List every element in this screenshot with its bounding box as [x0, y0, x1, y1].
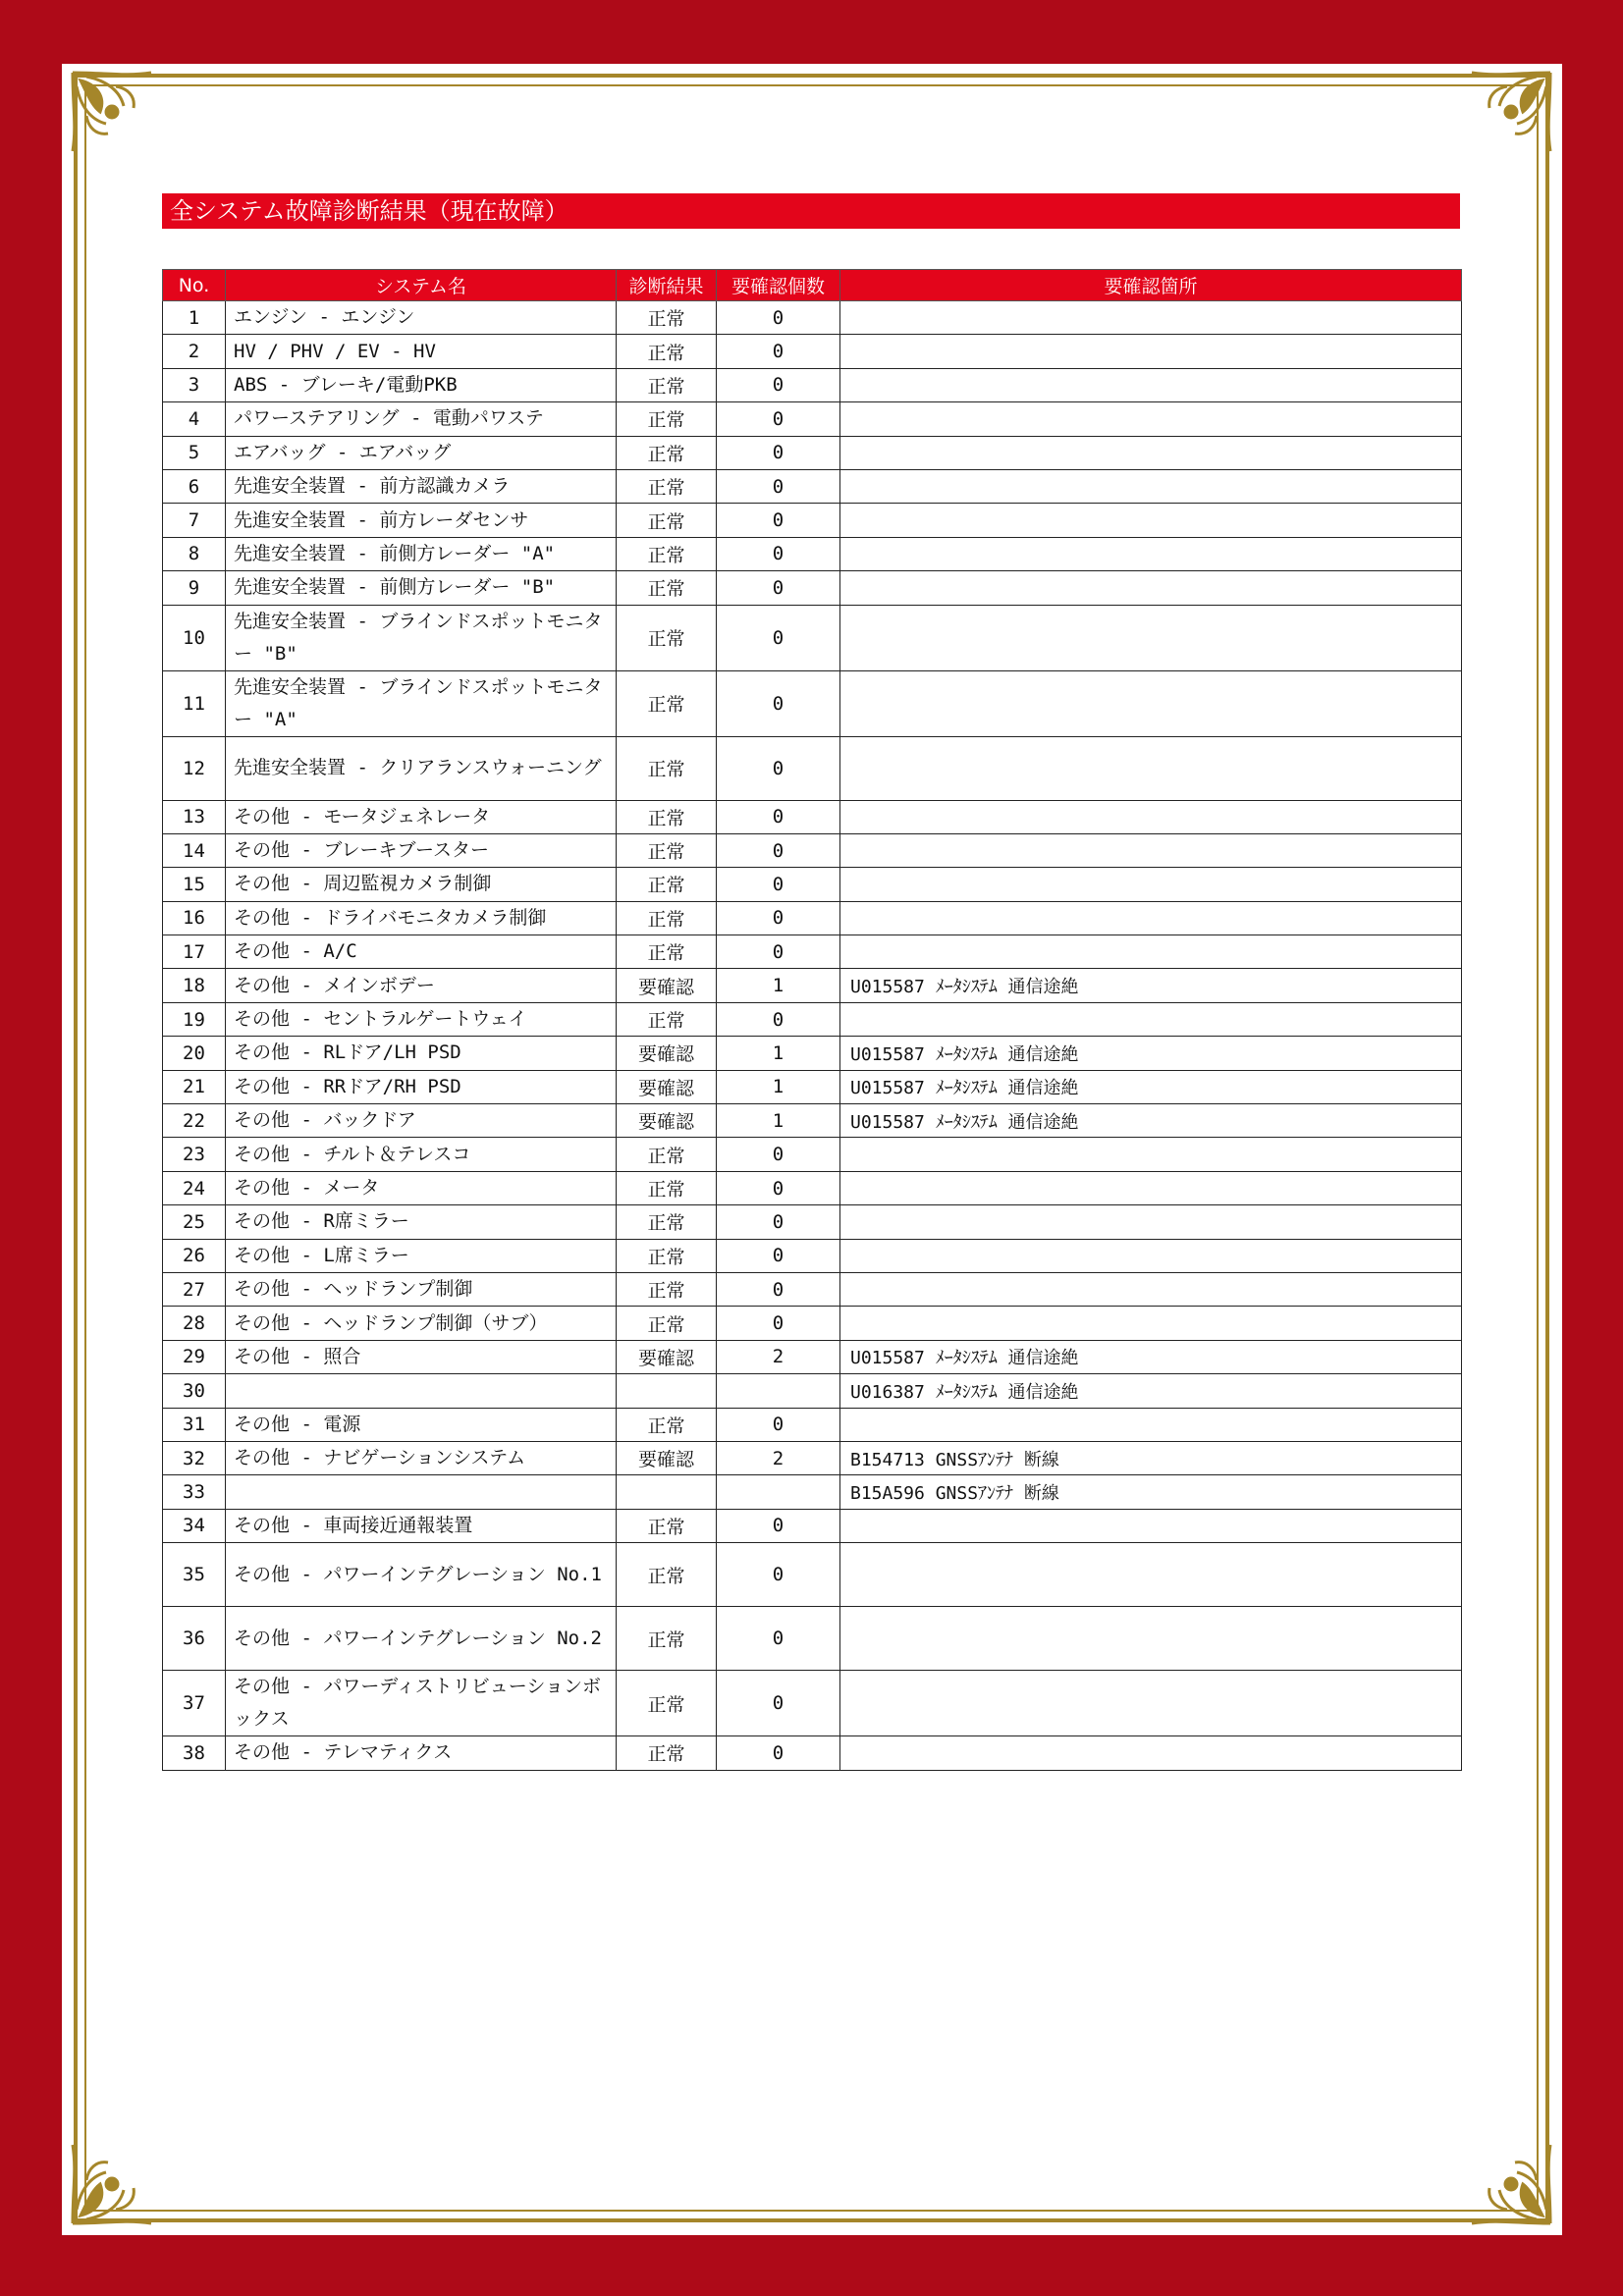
- table-row: [163, 670, 1462, 736]
- cell-no: 18: [163, 969, 226, 1002]
- cell-count: 0: [717, 1205, 840, 1239]
- cell-count: 0: [717, 1509, 840, 1542]
- cell-system: その他 - 車両接近通報装置: [226, 1509, 617, 1542]
- table-row: [163, 1509, 1462, 1542]
- cell-system: エンジン - エンジン: [226, 301, 617, 335]
- cell-no: 33: [163, 1475, 226, 1509]
- cell-system: その他 - ナビゲーションシステム: [226, 1441, 617, 1474]
- cell-location: [840, 1607, 1462, 1671]
- cell-count: 0: [717, 1171, 840, 1204]
- cell-count: 0: [717, 1736, 840, 1770]
- cell-no: 13: [163, 800, 226, 833]
- cell-system: 先進安全装置 - 前方認識カメラ: [226, 469, 617, 503]
- cell-location: [840, 800, 1462, 833]
- table-row: [163, 504, 1462, 537]
- cell-system: その他 - R席ミラー: [226, 1205, 617, 1239]
- cell-location: [840, 1272, 1462, 1306]
- cell-location: [840, 1671, 1462, 1736]
- cell-result: 正常: [617, 868, 717, 901]
- cell-result: 正常: [617, 1138, 717, 1171]
- cell-no: 24: [163, 1171, 226, 1204]
- cell-system: その他 - パワーインテグレーション No.2: [226, 1607, 617, 1671]
- table-row: [163, 605, 1462, 670]
- cell-result: 正常: [617, 1607, 717, 1671]
- cell-count: 0: [717, 1671, 840, 1736]
- cell-location: [840, 1138, 1462, 1171]
- cell-count: 0: [717, 504, 840, 537]
- cell-system: その他 - パワーディストリビューションボックス: [226, 1671, 617, 1736]
- cell-count: 0: [717, 335, 840, 368]
- cell-location: U015587 ﾒｰﾀｼｽﾃﾑ 通信途絶: [840, 1340, 1462, 1373]
- cell-no: 9: [163, 571, 226, 605]
- cell-count: 0: [717, 1307, 840, 1340]
- cell-no: 36: [163, 1607, 226, 1671]
- cell-location: [840, 537, 1462, 570]
- cell-result: 正常: [617, 1307, 717, 1340]
- corner-ornament-icon: [67, 67, 157, 157]
- cell-count: 0: [717, 1272, 840, 1306]
- cell-system: その他 - ドライバモニタカメラ制御: [226, 901, 617, 934]
- table-row: [163, 1408, 1462, 1441]
- table-row: [163, 969, 1462, 1002]
- cell-no: 8: [163, 537, 226, 570]
- cell-location: [840, 1408, 1462, 1441]
- cell-count: 2: [717, 1340, 840, 1373]
- table-body: [163, 301, 1462, 1771]
- cell-location: [840, 301, 1462, 335]
- cell-no: 30: [163, 1374, 226, 1408]
- cell-result: 正常: [617, 1736, 717, 1770]
- table-row: [163, 335, 1462, 368]
- cell-result: 正常: [617, 1239, 717, 1272]
- cell-result: 正常: [617, 1272, 717, 1306]
- cell-system: その他 - 照合: [226, 1340, 617, 1373]
- cell-location: U015587 ﾒｰﾀｼｽﾃﾑ 通信途絶: [840, 1104, 1462, 1138]
- table-row: [163, 935, 1462, 969]
- cell-system: ABS - ブレーキ/電動PKB: [226, 368, 617, 401]
- page-title: 全システム故障診断結果（現在故障）: [162, 193, 1460, 229]
- table-row: [163, 833, 1462, 867]
- cell-location: [840, 504, 1462, 537]
- cell-count: 0: [717, 1543, 840, 1607]
- cell-system: [226, 1374, 617, 1408]
- table-row: [163, 1171, 1462, 1204]
- cell-no: 2: [163, 335, 226, 368]
- cell-system: パワーステアリング - 電動パワステ: [226, 402, 617, 436]
- cell-no: 14: [163, 833, 226, 867]
- cell-location: U016387 ﾒｰﾀｼｽﾃﾑ 通信途絶: [840, 1374, 1462, 1408]
- cell-system: 先進安全装置 - ブラインドスポットモニター "A": [226, 670, 617, 736]
- header-no: No.: [163, 270, 226, 301]
- cell-system: [226, 1475, 617, 1509]
- corner-ornament-icon: [1466, 67, 1556, 157]
- cell-no: 32: [163, 1441, 226, 1474]
- cell-no: 11: [163, 670, 226, 736]
- cell-location: U015587 ﾒｰﾀｼｽﾃﾑ 通信途絶: [840, 1037, 1462, 1070]
- table-row: [163, 868, 1462, 901]
- cell-count: 0: [717, 402, 840, 436]
- cell-no: 17: [163, 935, 226, 969]
- cell-count: 0: [717, 833, 840, 867]
- cell-count: 0: [717, 605, 840, 670]
- cell-count: 0: [717, 1607, 840, 1671]
- cell-count: 0: [717, 901, 840, 934]
- table-row: [163, 1239, 1462, 1272]
- table-row: [163, 1441, 1462, 1474]
- cell-system: その他 - メータ: [226, 1171, 617, 1204]
- cell-no: 5: [163, 436, 226, 469]
- table-row: [163, 736, 1462, 800]
- cell-result: 正常: [617, 402, 717, 436]
- cell-count: 0: [717, 670, 840, 736]
- cell-system: その他 - RRドア/RH PSD: [226, 1070, 617, 1103]
- cell-system: その他 - ブレーキブースター: [226, 833, 617, 867]
- cell-system: その他 - パワーインテグレーション No.1: [226, 1543, 617, 1607]
- cell-result: 要確認: [617, 969, 717, 1002]
- cell-count: 0: [717, 1408, 840, 1441]
- cell-system: その他 - メインボデー: [226, 969, 617, 1002]
- cell-count: 0: [717, 436, 840, 469]
- cell-result: 正常: [617, 1543, 717, 1607]
- cell-result: 正常: [617, 504, 717, 537]
- cell-count: 1: [717, 1037, 840, 1070]
- cell-location: [840, 1307, 1462, 1340]
- cell-no: 21: [163, 1070, 226, 1103]
- cell-location: [840, 368, 1462, 401]
- table-row: [163, 301, 1462, 335]
- table-row: [163, 1037, 1462, 1070]
- cell-result: 正常: [617, 1002, 717, 1036]
- cell-count: 0: [717, 800, 840, 833]
- cell-location: [840, 436, 1462, 469]
- table-row: [163, 1671, 1462, 1736]
- cell-location: U015587 ﾒｰﾀｼｽﾃﾑ 通信途絶: [840, 969, 1462, 1002]
- cell-no: 37: [163, 1671, 226, 1736]
- cell-no: 29: [163, 1340, 226, 1373]
- cell-location: [840, 833, 1462, 867]
- cell-result: 正常: [617, 1205, 717, 1239]
- cell-result: [617, 1374, 717, 1408]
- cell-no: 20: [163, 1037, 226, 1070]
- cell-count: 1: [717, 1070, 840, 1103]
- cell-no: 7: [163, 504, 226, 537]
- cell-count: 0: [717, 1138, 840, 1171]
- table-row: [163, 469, 1462, 503]
- cell-location: [840, 1171, 1462, 1204]
- cell-count: [717, 1475, 840, 1509]
- table-row: [163, 1374, 1462, 1408]
- cell-no: 28: [163, 1307, 226, 1340]
- cell-no: 10: [163, 605, 226, 670]
- cell-count: 0: [717, 301, 840, 335]
- cell-system: その他 - 周辺監視カメラ制御: [226, 868, 617, 901]
- table-row: [163, 1307, 1462, 1340]
- cell-system: 先進安全装置 - ブラインドスポットモニター "B": [226, 605, 617, 670]
- cell-no: 22: [163, 1104, 226, 1138]
- cell-count: 0: [717, 368, 840, 401]
- cell-system: その他 - ヘッドランプ制御（サブ）: [226, 1307, 617, 1340]
- cell-count: 0: [717, 1002, 840, 1036]
- cell-system: その他 - 電源: [226, 1408, 617, 1441]
- cell-no: 26: [163, 1239, 226, 1272]
- table-row: [163, 1104, 1462, 1138]
- cell-no: 12: [163, 736, 226, 800]
- cell-location: [840, 1002, 1462, 1036]
- corner-ornament-icon: [1466, 2139, 1556, 2229]
- table-row: [163, 537, 1462, 570]
- cell-no: 31: [163, 1408, 226, 1441]
- cell-location: [840, 901, 1462, 934]
- cell-no: 4: [163, 402, 226, 436]
- cell-system: エアバッグ - エアバッグ: [226, 436, 617, 469]
- cell-count: 0: [717, 469, 840, 503]
- cell-system: その他 - A/C: [226, 935, 617, 969]
- cell-location: [840, 1543, 1462, 1607]
- table-row: [163, 368, 1462, 401]
- cell-location: B154713 GNSSｱﾝﾃﾅ 断線: [840, 1441, 1462, 1474]
- cell-result: 要確認: [617, 1104, 717, 1138]
- cell-system: その他 - L席ミラー: [226, 1239, 617, 1272]
- cell-result: 要確認: [617, 1037, 717, 1070]
- cell-system: 先進安全装置 - クリアランスウォーニング: [226, 736, 617, 800]
- table-row: [163, 436, 1462, 469]
- diagnosis-table: [162, 269, 1462, 1771]
- cell-result: 要確認: [617, 1070, 717, 1103]
- table-header-row: [163, 270, 1462, 301]
- cell-no: 3: [163, 368, 226, 401]
- table-row: [163, 1543, 1462, 1607]
- cell-no: 38: [163, 1736, 226, 1770]
- cell-no: 35: [163, 1543, 226, 1607]
- table-row: [163, 1340, 1462, 1373]
- cell-count: [717, 1374, 840, 1408]
- cell-location: B15A596 GNSSｱﾝﾃﾅ 断線: [840, 1475, 1462, 1509]
- table-row: [163, 800, 1462, 833]
- cell-result: 正常: [617, 935, 717, 969]
- cell-count: 0: [717, 537, 840, 570]
- cell-system: 先進安全装置 - 前側方レーダー "A": [226, 537, 617, 570]
- table-row: [163, 1272, 1462, 1306]
- cell-result: 正常: [617, 605, 717, 670]
- cell-no: 15: [163, 868, 226, 901]
- cell-result: 要確認: [617, 1441, 717, 1474]
- header-count: 要確認個数: [717, 270, 840, 301]
- cell-count: 0: [717, 868, 840, 901]
- cell-count: 0: [717, 1239, 840, 1272]
- table-row: [163, 571, 1462, 605]
- corner-ornament-icon: [67, 2139, 157, 2229]
- cell-location: [840, 1239, 1462, 1272]
- cell-system: その他 - バックドア: [226, 1104, 617, 1138]
- header-location: 要確認箇所: [840, 270, 1462, 301]
- cell-location: [840, 469, 1462, 503]
- cell-result: 正常: [617, 571, 717, 605]
- cell-result: 正常: [617, 436, 717, 469]
- cell-system: 先進安全装置 - 前側方レーダー "B": [226, 571, 617, 605]
- cell-no: 23: [163, 1138, 226, 1171]
- table-row: [163, 1736, 1462, 1770]
- cell-system: その他 - モータジェネレータ: [226, 800, 617, 833]
- table-row: [163, 1002, 1462, 1036]
- cell-count: 2: [717, 1441, 840, 1474]
- cell-result: 正常: [617, 1509, 717, 1542]
- cell-location: [840, 1736, 1462, 1770]
- cell-result: 正常: [617, 833, 717, 867]
- cell-result: 正常: [617, 736, 717, 800]
- cell-count: 1: [717, 969, 840, 1002]
- cell-system: その他 - セントラルゲートウェイ: [226, 1002, 617, 1036]
- cell-result: 正常: [617, 368, 717, 401]
- cell-count: 0: [717, 571, 840, 605]
- cell-location: [840, 1509, 1462, 1542]
- cell-system: HV / PHV / EV - HV: [226, 335, 617, 368]
- table-row: [163, 1475, 1462, 1509]
- cell-result: [617, 1475, 717, 1509]
- header-result: 診断結果: [617, 270, 717, 301]
- cell-system: その他 - テレマティクス: [226, 1736, 617, 1770]
- cell-location: [840, 670, 1462, 736]
- cell-location: [840, 1205, 1462, 1239]
- cell-result: 正常: [617, 301, 717, 335]
- table-row: [163, 1138, 1462, 1171]
- cell-no: 25: [163, 1205, 226, 1239]
- cell-location: [840, 736, 1462, 800]
- cell-count: 1: [717, 1104, 840, 1138]
- table-row: [163, 402, 1462, 436]
- cell-count: 0: [717, 736, 840, 800]
- cell-location: [840, 935, 1462, 969]
- cell-location: [840, 402, 1462, 436]
- cell-count: 0: [717, 935, 840, 969]
- table-row: [163, 1205, 1462, 1239]
- cell-result: 正常: [617, 800, 717, 833]
- cell-location: [840, 868, 1462, 901]
- cell-no: 34: [163, 1509, 226, 1542]
- cell-result: 正常: [617, 1171, 717, 1204]
- cell-result: 正常: [617, 537, 717, 570]
- cell-location: [840, 571, 1462, 605]
- cell-result: 要確認: [617, 1340, 717, 1373]
- cell-result: 正常: [617, 670, 717, 736]
- cell-result: 正常: [617, 1671, 717, 1736]
- cell-no: 1: [163, 301, 226, 335]
- cell-result: 正常: [617, 1408, 717, 1441]
- cell-location: U015587 ﾒｰﾀｼｽﾃﾑ 通信途絶: [840, 1070, 1462, 1103]
- table-row: [163, 901, 1462, 934]
- cell-no: 27: [163, 1272, 226, 1306]
- cell-result: 正常: [617, 901, 717, 934]
- cell-no: 6: [163, 469, 226, 503]
- cell-location: [840, 605, 1462, 670]
- cell-no: 16: [163, 901, 226, 934]
- cell-system: 先進安全装置 - 前方レーダセンサ: [226, 504, 617, 537]
- cell-system: その他 - ヘッドランプ制御: [226, 1272, 617, 1306]
- cell-system: その他 - チルト＆テレスコ: [226, 1138, 617, 1171]
- cell-system: その他 - RLドア/LH PSD: [226, 1037, 617, 1070]
- table-row: [163, 1070, 1462, 1103]
- cell-no: 19: [163, 1002, 226, 1036]
- header-system: システム名: [226, 270, 617, 301]
- cell-result: 正常: [617, 469, 717, 503]
- table-row: [163, 1607, 1462, 1671]
- cell-result: 正常: [617, 335, 717, 368]
- cell-location: [840, 335, 1462, 368]
